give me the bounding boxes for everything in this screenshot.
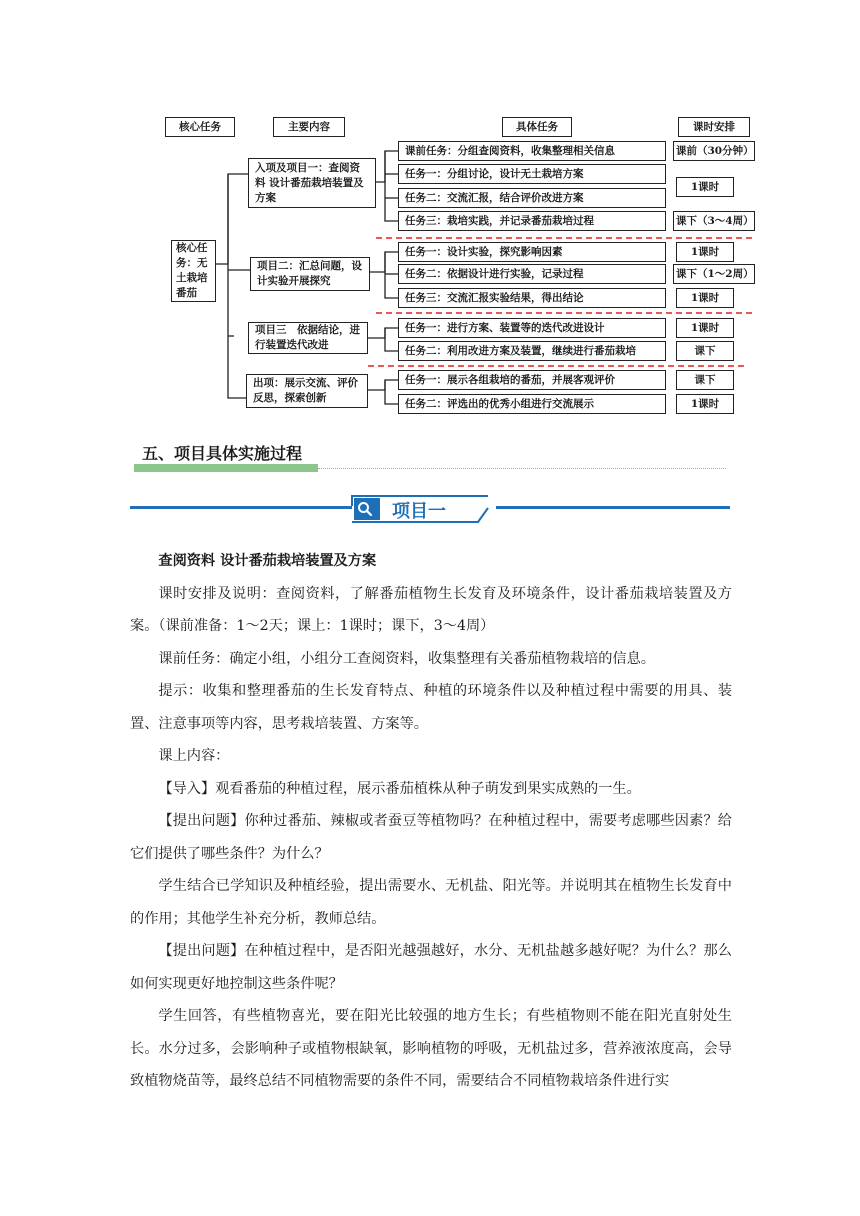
outro-box: 出项：展示交流、评价反思，探索创新 (246, 374, 368, 408)
task-box: 任务二：评选出的优秀小组进行交流展示 (398, 394, 666, 414)
schedule-box: 课下 (676, 341, 734, 361)
header-schedule: 课时安排 (678, 117, 750, 137)
paragraph: 【导入】观看番茄的种植过程，展示番茄植株从种子萌发到果实成熟的一生。 (158, 780, 641, 797)
paragraph: 课时安排及说明：查阅资料，了解番茄植物生长发育及环境条件，设计番茄栽培装置及方案。（课前准备：1～2天；课上：1课时；课下，3～4周） (130, 585, 732, 634)
task-box: 任务二：利用改进方案及装置，继续进行番茄栽培 (398, 341, 666, 361)
paragraph: 课前任务：确定小组，小组分工查阅资料，收集整理有关番茄植物栽培的信息。 (158, 650, 655, 667)
task-box: 任务一：进行方案、装置等的迭代改进设计 (398, 318, 666, 338)
banner-line-right (496, 506, 730, 509)
project-2-box: 项目二：汇总问题，设计实验开展探究 (250, 257, 370, 291)
task-box: 任务一：设计实验，探究影响因素 (398, 242, 666, 262)
schedule-box: 课前（30分钟） (673, 141, 755, 161)
paragraph: 【提出问题】你种过番茄、辣椒或者蚕豆等植物吗？在种植过程中，需要考虑哪些因素？给它们提供了哪些条件？为什么？ (130, 813, 732, 862)
task-box: 任务三：交流汇报实验结果，得出结论 (398, 288, 666, 308)
section-title: 五、项目具体实施过程 (142, 444, 303, 463)
schedule-box: 1课时 (676, 177, 734, 197)
header-main-content: 主要内容 (273, 117, 345, 137)
project-1-box: 入项及项目一：查阅资料 设计番茄栽培装置及方案 (248, 158, 376, 208)
task-box: 任务一：分组讨论，设计无土栽培方案 (398, 164, 666, 184)
paragraph: 学生回答，有些植物喜光，要在阳光比较强的地方生长；有些植物则不能在阳光直射处生长。水分过多，会影响种子或植物根缺氧，影响植物的呼吸，无机盐过多，营养液浓度高，会导致植物烧苗等，最终总结不同植物需要的条件不同，需要结合不同植物栽培条件进行实 (130, 1008, 732, 1089)
paragraph: 提示：收集和整理番茄的生长发育特点、种植的环境条件以及种植过程中需要的用具、装置、注意事项等内容，思考栽培装置、方案等。 (130, 683, 732, 732)
task-box: 任务二：依据设计进行实验，记录过程 (398, 264, 666, 284)
banner-line-left (130, 506, 352, 509)
project-structure-diagram (0, 0, 860, 420)
search-icon (357, 501, 373, 517)
schedule-box: 课下（3～4周） (673, 211, 755, 231)
schedule-box: 1课时 (676, 318, 734, 338)
body-text (130, 545, 732, 1098)
schedule-box: 1课时 (676, 394, 734, 414)
schedule-box: 1课时 (676, 242, 734, 262)
header-specific-tasks: 具体任务 (502, 117, 572, 137)
task-box: 任务一：展示各组栽培的番茄，并展客观评价 (398, 370, 666, 390)
schedule-box: 课下（1～2周） (673, 264, 755, 284)
schedule-box: 课下 (676, 370, 734, 390)
core-task-box: 核心任务：无土栽培番茄 (171, 240, 216, 302)
schedule-box: 1课时 (676, 288, 734, 308)
project-3-box: 项目三 依据结论，进行装置迭代改进 (248, 322, 368, 354)
section-dotted-rule (318, 468, 726, 469)
paragraph: 课上内容： (158, 748, 230, 764)
section-underline (134, 464, 318, 472)
header-core-task: 核心任务 (165, 117, 235, 137)
paragraph: 【提出问题】在种植过程中，是否阳光越强越好，水分、无机盐越多越好呢？为什么？那么如何实现更好地控制这些条件呢？ (130, 943, 732, 992)
paragraph: 学生结合已学知识及种植经验，提出需要水、无机盐、阳光等。并说明其在植物生长发育中的作用；其他学生补充分析，教师总结。 (130, 878, 732, 927)
task-box: 任务三：栽培实践，并记录番茄栽培过程 (398, 211, 666, 231)
task-box: 任务二：交流汇报，结合评价改进方案 (398, 188, 666, 208)
content-heading: 查阅资料 设计番茄栽培装置及方案 (158, 553, 377, 569)
task-box: 课前任务：分组查阅资料，收集整理相关信息 (398, 141, 666, 161)
banner-label: 项目一 (392, 501, 446, 522)
